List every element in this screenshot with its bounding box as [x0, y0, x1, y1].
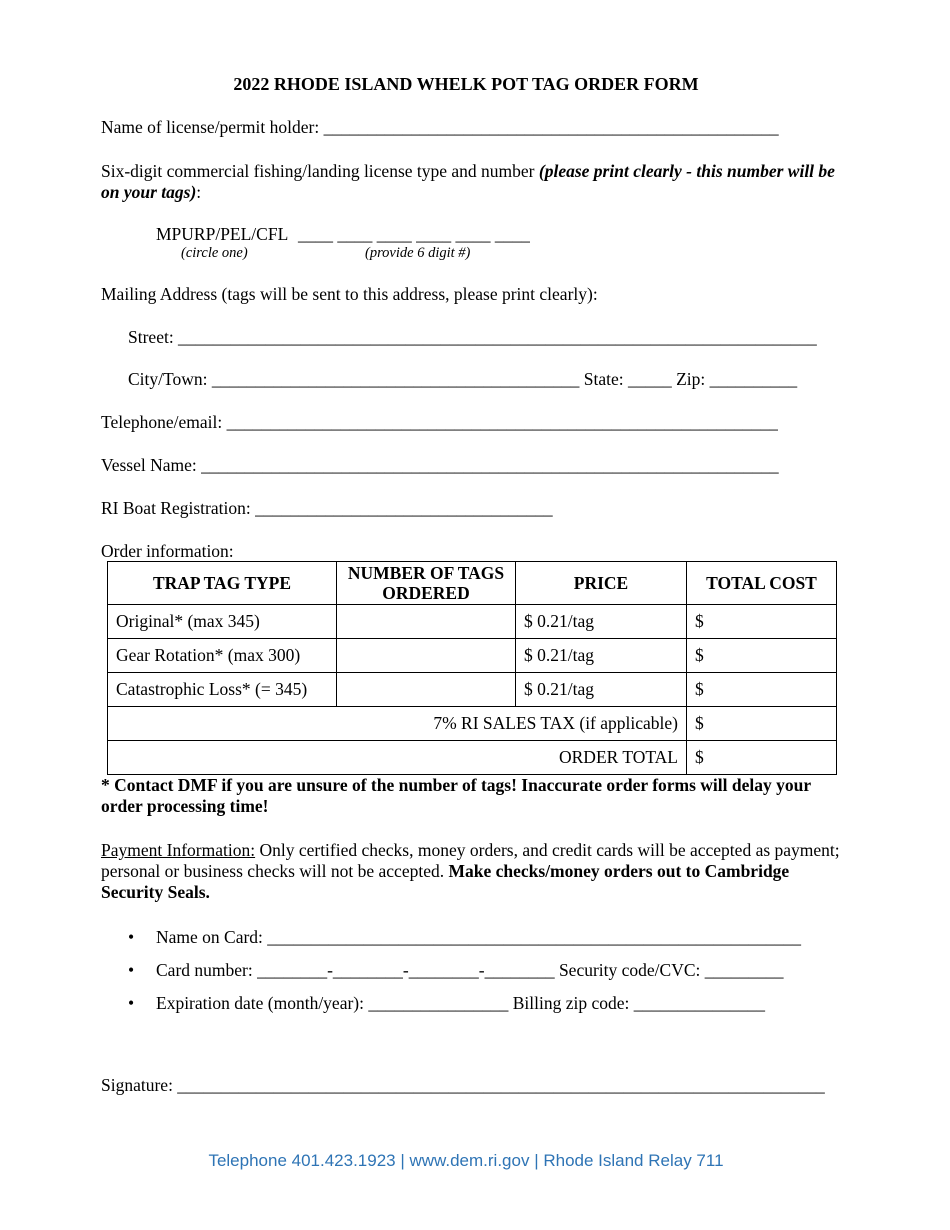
bullet-icon: •: [128, 927, 135, 947]
payment-text: Only certified checks, money orders, and credit cards will be accepted as payment; personal or business checks will not be accepted.: [101, 840, 840, 881]
sales-tax-label: 7% RI SALES TAX (if applicable): [108, 707, 687, 741]
header-total-cost: TOTAL COST: [687, 562, 837, 605]
city-state-zip-field[interactable]: City/Town: __________________________________________ State: _____ Zip: __________: [128, 369, 798, 389]
table-row: [108, 639, 837, 673]
six-digit-note: (provide 6 digit #): [365, 245, 471, 261]
license-colon: :: [196, 182, 202, 202]
table-row: [108, 605, 837, 639]
header-trap-tag-type: TRAP TAG TYPE: [108, 562, 337, 605]
signature-field[interactable]: Signature: __________________________________________________________________________: [101, 1075, 825, 1095]
order-total-row: [108, 741, 837, 775]
price-cell: $ 0.21/tag: [516, 605, 687, 639]
tag-count-warning: * Contact DMF if you are unsure of the number of tags! Inaccurate order forms will delay your order processing time!: [101, 775, 811, 816]
payment-information: [101, 840, 841, 903]
total-cost-cell[interactable]: $: [687, 639, 837, 673]
name-on-card-field[interactable]: Name on Card: _____________________________________________________________: [156, 927, 802, 947]
street-field[interactable]: Street: _________________________________________________________________________: [128, 327, 817, 347]
table-row: [108, 673, 837, 707]
circle-one-note: (circle one): [181, 245, 248, 261]
license-note: (please print clearly - this number will be on your tags): [101, 161, 835, 202]
order-table: [107, 561, 837, 775]
license-digit-blanks[interactable]: ____ ____ ____ ____ ____ ____: [298, 224, 530, 244]
boat-registration-field[interactable]: RI Boat Registration: __________________________________: [101, 498, 553, 518]
expiration-billing-zip-field[interactable]: Expiration date (month/year): ________________ Billing zip code: _______________: [156, 993, 766, 1013]
header-number-of-tags: NUMBER OF TAGS ORDERED: [337, 562, 516, 605]
total-cost-cell[interactable]: $: [687, 605, 837, 639]
trap-tag-type-cell: Gear Rotation* (max 300): [108, 639, 337, 673]
payment-label: Payment Information:: [101, 840, 256, 860]
trap-tag-type-cell: Catastrophic Loss* (= 345): [108, 673, 337, 707]
sales-tax-row: [108, 707, 837, 741]
total-cost-cell[interactable]: $: [687, 673, 837, 707]
card-number-field[interactable]: Card number: ________-________-________-________ Security code/CVC: _________: [156, 960, 784, 980]
order-total-label: ORDER TOTAL: [108, 741, 687, 775]
trap-tag-type-cell: Original* (max 345): [108, 605, 337, 639]
license-instructions: [101, 161, 841, 203]
order-information-label: Order information:: [101, 541, 234, 561]
form-title: 2022 RHODE ISLAND WHELK POT TAG ORDER FORM: [233, 74, 699, 94]
order-total-value[interactable]: $: [687, 741, 837, 775]
sales-tax-value[interactable]: $: [687, 707, 837, 741]
holder-field[interactable]: [101, 117, 779, 138]
payment-payee: Make checks/money orders out to Cambridge Security Seals.: [101, 861, 790, 902]
number-ordered-cell[interactable]: [337, 605, 516, 639]
bullet-icon: •: [128, 993, 135, 1013]
contact-footer: Telephone 401.423.1923 | www.dem.ri.gov | Rhode Island Relay 711: [208, 1151, 724, 1170]
license-type-options[interactable]: MPURP/PEL/CFL: [156, 224, 289, 244]
header-price: PRICE: [516, 562, 687, 605]
holder-blank[interactable]: ____________________________________________________: [323, 117, 779, 137]
mailing-address-label: Mailing Address (tags will be sent to this address, please print clearly):: [101, 284, 598, 304]
license-text: Six-digit commercial fishing/landing license type and number: [101, 161, 539, 181]
holder-label: Name of license/permit holder:: [101, 117, 320, 137]
vessel-name-field[interactable]: Vessel Name: __________________________________________________________________: [101, 455, 779, 475]
price-cell: $ 0.21/tag: [516, 673, 687, 707]
telephone-email-field[interactable]: Telephone/email: _______________________________________________________________: [101, 412, 778, 432]
number-ordered-cell[interactable]: [337, 639, 516, 673]
number-ordered-cell[interactable]: [337, 673, 516, 707]
bullet-icon: •: [128, 960, 135, 980]
price-cell: $ 0.21/tag: [516, 639, 687, 673]
order-table-header: [108, 562, 837, 605]
